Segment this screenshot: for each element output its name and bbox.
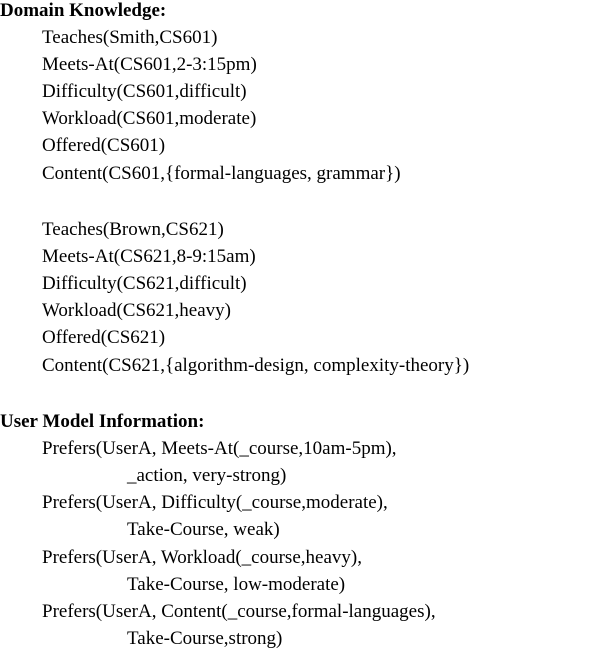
domain-knowledge-heading: Domain Knowledge:: [0, 0, 167, 21]
fact-line: Workload(CS601,moderate): [42, 108, 257, 129]
fact-line: Content(CS621,{algorithm-design, complexity-theory}): [42, 355, 470, 376]
fact-line: Teaches(Brown,CS621): [42, 219, 224, 240]
preference-line: Prefers(UserA, Workload(_course,heavy),: [42, 547, 362, 568]
fact-line: Meets-At(CS621,8-9:15am): [42, 246, 256, 267]
fact-line: Meets-At(CS601,2-3:15pm): [42, 54, 257, 75]
preference-line: Prefers(UserA, Meets-At(_course,10am-5pm),: [42, 438, 397, 459]
fact-line: Offered(CS621): [42, 327, 166, 348]
preference-line: Prefers(UserA, Difficulty(_course,moderate),: [42, 492, 388, 513]
user-model-heading: User Model Information:: [0, 411, 205, 432]
fact-line: Workload(CS621,heavy): [42, 300, 231, 321]
fact-line: Offered(CS601): [42, 135, 166, 156]
preference-continuation: Take-Course,strong): [127, 628, 283, 649]
fact-line: Teaches(Smith,CS601): [42, 27, 218, 48]
fact-line: Difficulty(CS601,difficult): [42, 81, 247, 102]
preference-continuation: Take-Course, low-moderate): [127, 574, 346, 595]
preference-line: Prefers(UserA, Content(_course,formal-languages),: [42, 601, 436, 622]
fact-line: Difficulty(CS621,difficult): [42, 273, 247, 294]
preference-continuation: Take-Course, weak): [127, 519, 280, 540]
fact-line: Content(CS601,{formal-languages, grammar}): [42, 163, 401, 184]
preference-continuation: _action, very-strong): [127, 465, 287, 486]
